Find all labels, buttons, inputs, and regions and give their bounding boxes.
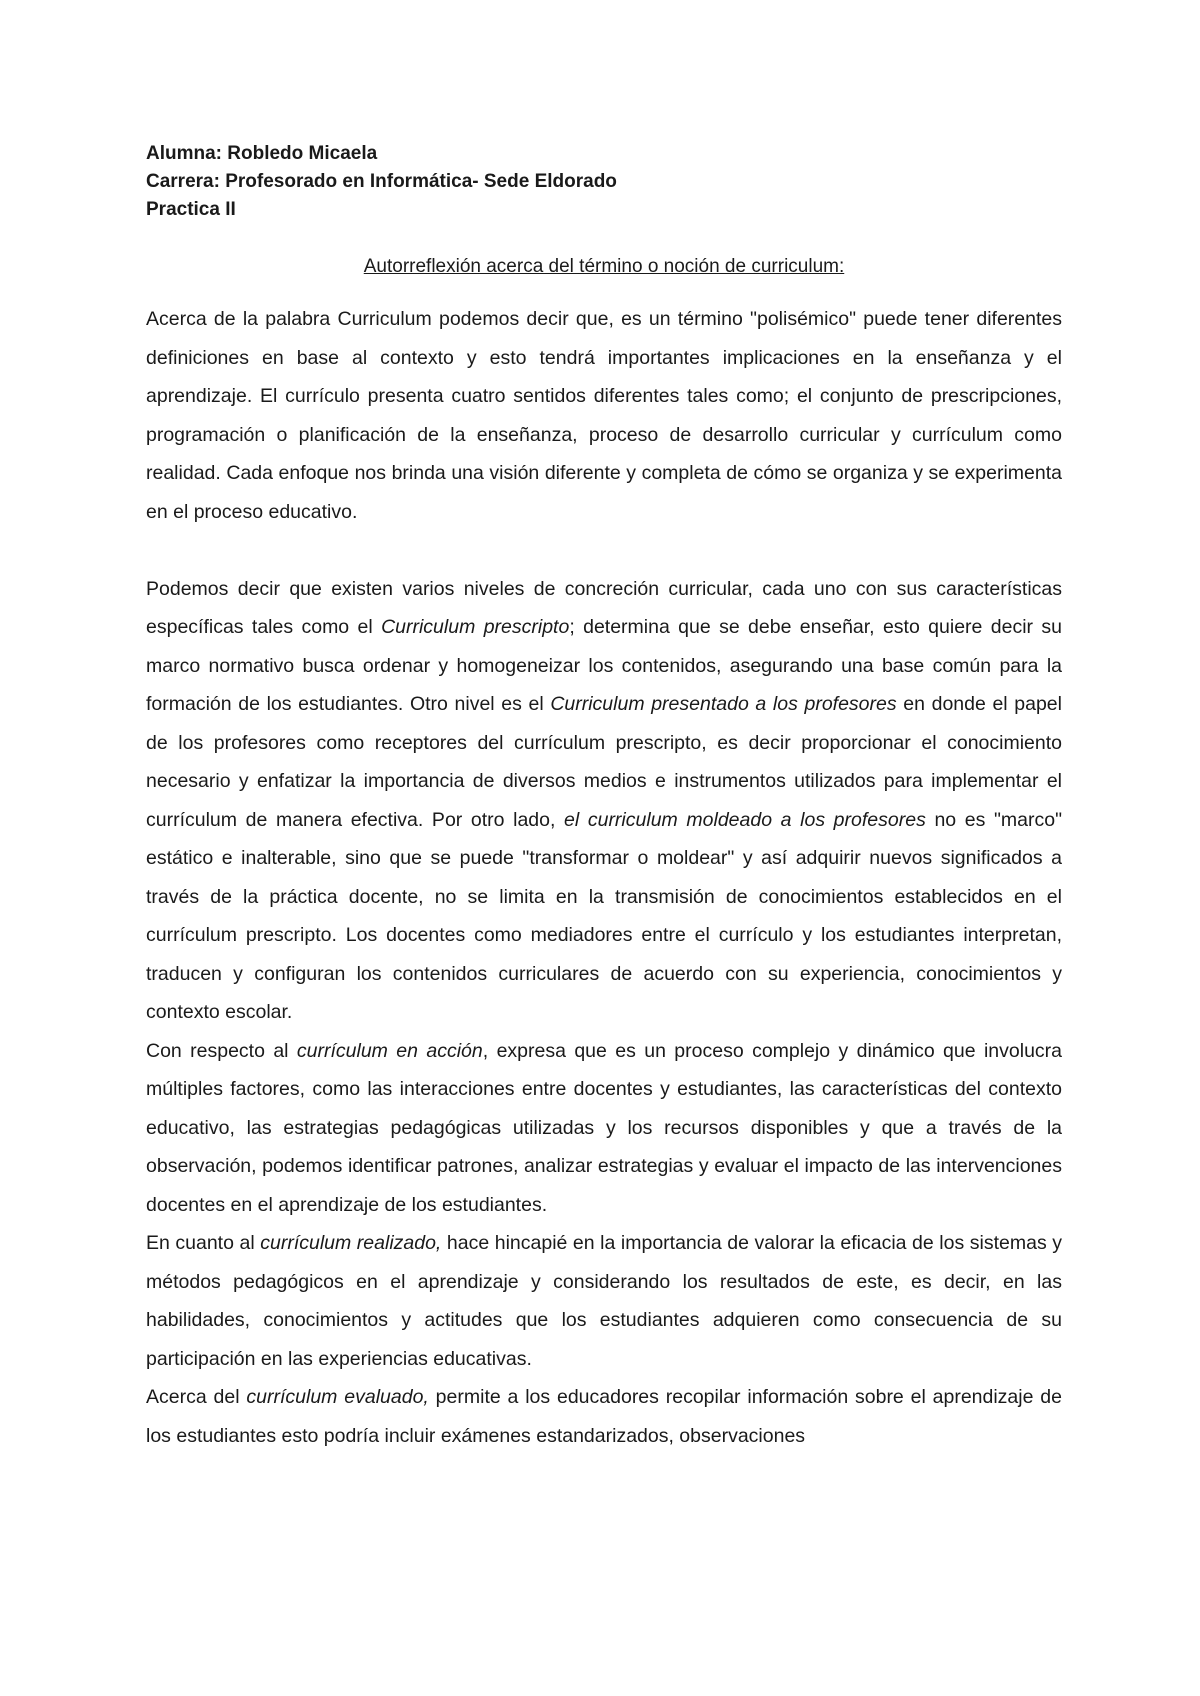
career-name: Carrera: Profesorado en Informática- Sede Eldorado — [146, 171, 617, 192]
italic-term: currículum realizado, — [260, 1232, 442, 1254]
paragraph-intro — [146, 300, 1062, 531]
paragraph-text: en donde el papel de los profesores como receptores del currículum prescripto, es decir proporcionar el conocimiento necesario y enfatizar la importancia de diversos medios e instrumentos utilizados para implementar el currículum de manera efectiva. Por otro lado, — [146, 693, 1062, 831]
italic-term: currículum en acción — [296, 1039, 483, 1062]
italic-term: el curriculum moldeado a los profesores — [564, 808, 926, 831]
italic-term: Curriculum presentado a los profesores — [550, 693, 897, 715]
paragraph-accion — [146, 1032, 1062, 1225]
paragraph-evaluado — [146, 1378, 1062, 1455]
paragraph-text: Podemos decir que existen varios niveles de concreción curricular, cada uno con sus características específicas tales como el — [146, 577, 1062, 638]
document-page — [146, 140, 1062, 1455]
paragraph-text: hace hincapié en la importancia de valorar la eficacia de los sistemas y métodos pedagógicos en el aprendizaje y considerando los resultados de este, es decir, en las habilidades, conocimientos y actitudes que los estudiantes adquieren como consecuencia de su participación en las experiencias educativas. — [146, 1232, 1062, 1370]
italic-term: Curriculum prescripto — [381, 616, 570, 638]
paragraph-text: ; determina que se debe enseñar, esto quiere decir su marco normativo busca ordenar y homogeneizar los contenidos, asegurando una base común para la formación de los estudiantes. Otro nivel es el — [146, 616, 1062, 715]
paragraph-text: permite a los educadores recopilar información sobre el aprendizaje de los estudiantes esto podría incluir exámenes estandarizados, observaciones — [146, 1386, 1062, 1447]
paragraph-realizado — [146, 1224, 1062, 1378]
italic-term: currículum evaluado, — [246, 1386, 429, 1408]
document-title: Autorreflexión acerca del término o noción de curriculum: — [363, 256, 845, 277]
paragraph-text: Con respecto al — [146, 1039, 297, 1062]
paragraph-text: Acerca del — [146, 1386, 247, 1408]
paragraph-text: no es "marco" estático e inalterable, sino que se puede "transformar o moldear" y así adquirir nuevos significados a través de la práctica docente, no se limita en la transmisión de conocimientos establecidos en el currículum prescripto. Los docentes como mediadores entre el currículo y los estudiantes interpretan, traducen y configuran los contenidos curriculares de acuerdo con su experiencia, conocimientos y contexto escolar. — [146, 808, 1063, 1023]
student-name: Alumna: Robledo Micaela — [146, 143, 378, 164]
paragraph-text: Acerca de la palabra Curriculum podemos decir que, es un término "polisémico" puede tener diferentes definiciones en base al contexto y esto tendrá importantes implicaciones en la enseñanza y el aprendizaje. El currículo presenta cuatro sentidos diferentes tales como; el conjunto de prescripciones, programación o planificación de la enseñanza, proceso de desarrollo curricular y currículum como realidad. Cada enfoque nos brinda una visión diferente y completa de cómo se organiza y se experimenta en el proceso educativo. — [146, 308, 1062, 523]
paragraph-text: , expresa que es un proceso complejo y dinámico que involucra múltiples factores, como las interacciones entre docentes y estudiantes, las características del contexto educativo, las estrategias pedagógicas utilizadas y los recursos disponibles y que a través de la observación, podemos identificar patrones, analizar estrategias y evaluar el impacto de las intervenciones docentes en el aprendizaje de los estudiantes. — [146, 1039, 1063, 1216]
course-name: Practica II — [146, 199, 236, 220]
paragraph-text: En cuanto al — [146, 1232, 261, 1254]
paragraph-levels — [146, 570, 1062, 1032]
